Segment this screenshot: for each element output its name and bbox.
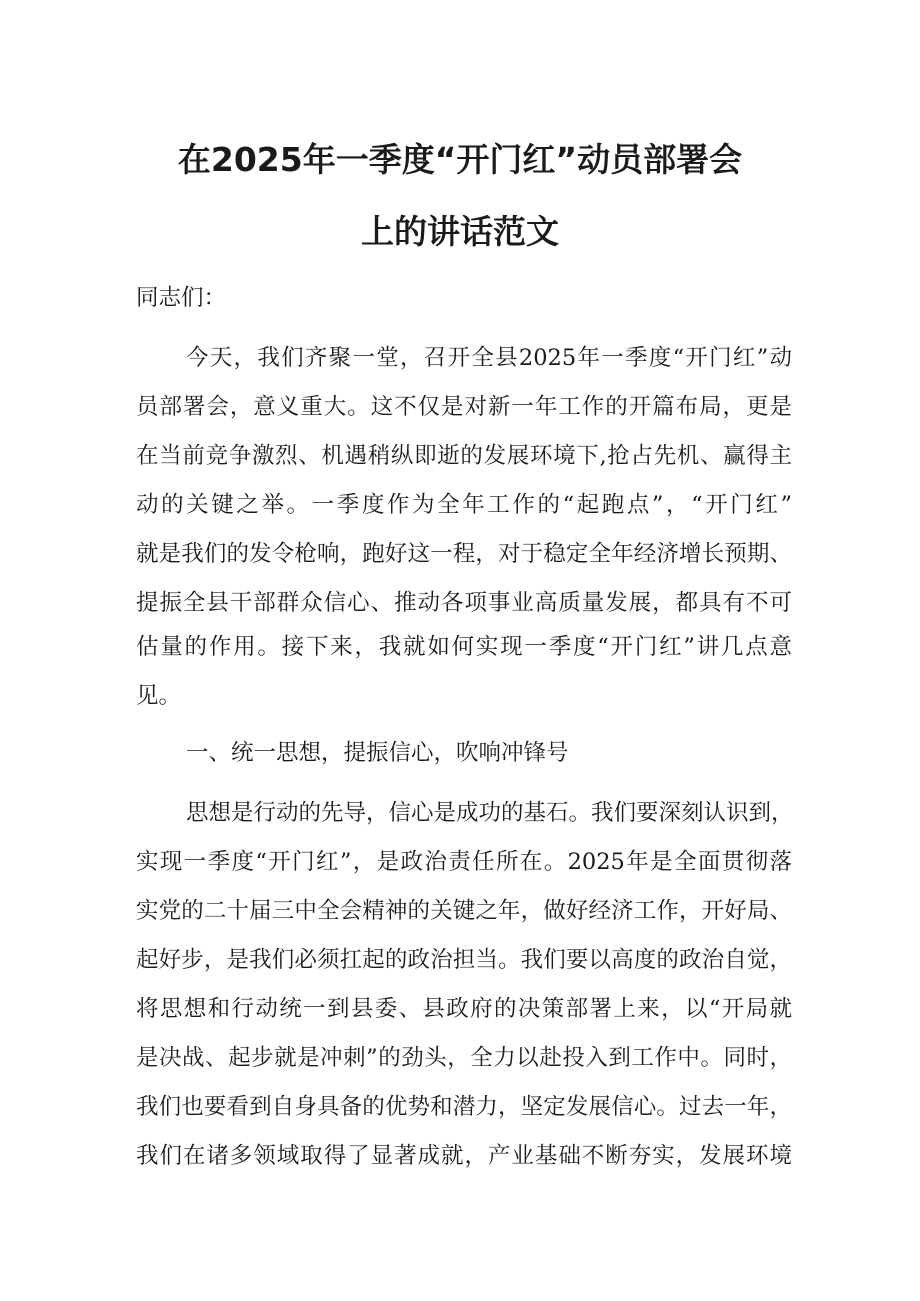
paragraph-2-line: 实现一季度“开门红”，是政治责任所在。2025年是全面贯彻落 <box>136 849 792 875</box>
paragraph-1-line: 今天，我们齐聚一堂，召开全县2025年一季度“开门红”动 <box>186 345 792 371</box>
paragraph-1-line: 提振全县干部群众信心、推动各项事业高质量发展，都具有不可 <box>136 590 792 616</box>
paragraph-2-line: 是决战、起步就是冲刺”的劲头，全力以赴投入到工作中。同时， <box>136 1045 792 1071</box>
paragraph-1-line: 员部署会，意义重大。这不仅是对新一年工作的开篇布局，更是 <box>136 394 792 420</box>
paragraph-1-line: 动的关键之举。一季度作为全年工作的“起跑点”，“开门红” <box>136 492 792 518</box>
salutation: 同志们： <box>136 285 227 311</box>
section-heading-1: 一、统一思想，提振信心，吹响冲锋号 <box>186 740 569 766</box>
paragraph-1-line: 就是我们的发令枪响，跑好这一程，对于稳定全年经济增长预期、 <box>136 541 792 567</box>
paragraph-2-line: 起好步，是我们必须扛起的政治担当。我们要以高度的政治自觉， <box>136 947 792 973</box>
document-title-line-2: 上的讲话范文 <box>361 212 559 251</box>
paragraph-2-line: 实党的二十届三中全会精神的关键之年，做好经济工作，开好局、 <box>136 898 792 924</box>
paragraph-1-line: 估量的作用。接下来，我就如何实现一季度“开门红”讲几点意 <box>136 634 792 660</box>
document-title-line-1: 在2025年一季度“开门红”动员部署会 <box>177 140 743 179</box>
paragraph-1-line: 在当前竞争激烈、机遇稍纵即逝的发展环境下,抢占先机、赢得主 <box>136 443 792 469</box>
paragraph-2-line: 我们也要看到自身具备的优势和潜力，坚定发展信心。过去一年， <box>136 1094 792 1120</box>
paragraph-1-line: 见。 <box>136 683 182 709</box>
paragraph-2-line: 我们在诸多领域取得了显著成就，产业基础不断夯实，发展环境 <box>136 1143 792 1169</box>
paragraph-2-line: 将思想和行动统一到县委、县政府的决策部署上来，以“开局就 <box>136 996 792 1022</box>
paragraph-2-line: 思想是行动的先导，信心是成功的基石。我们要深刻认识到， <box>186 800 794 826</box>
